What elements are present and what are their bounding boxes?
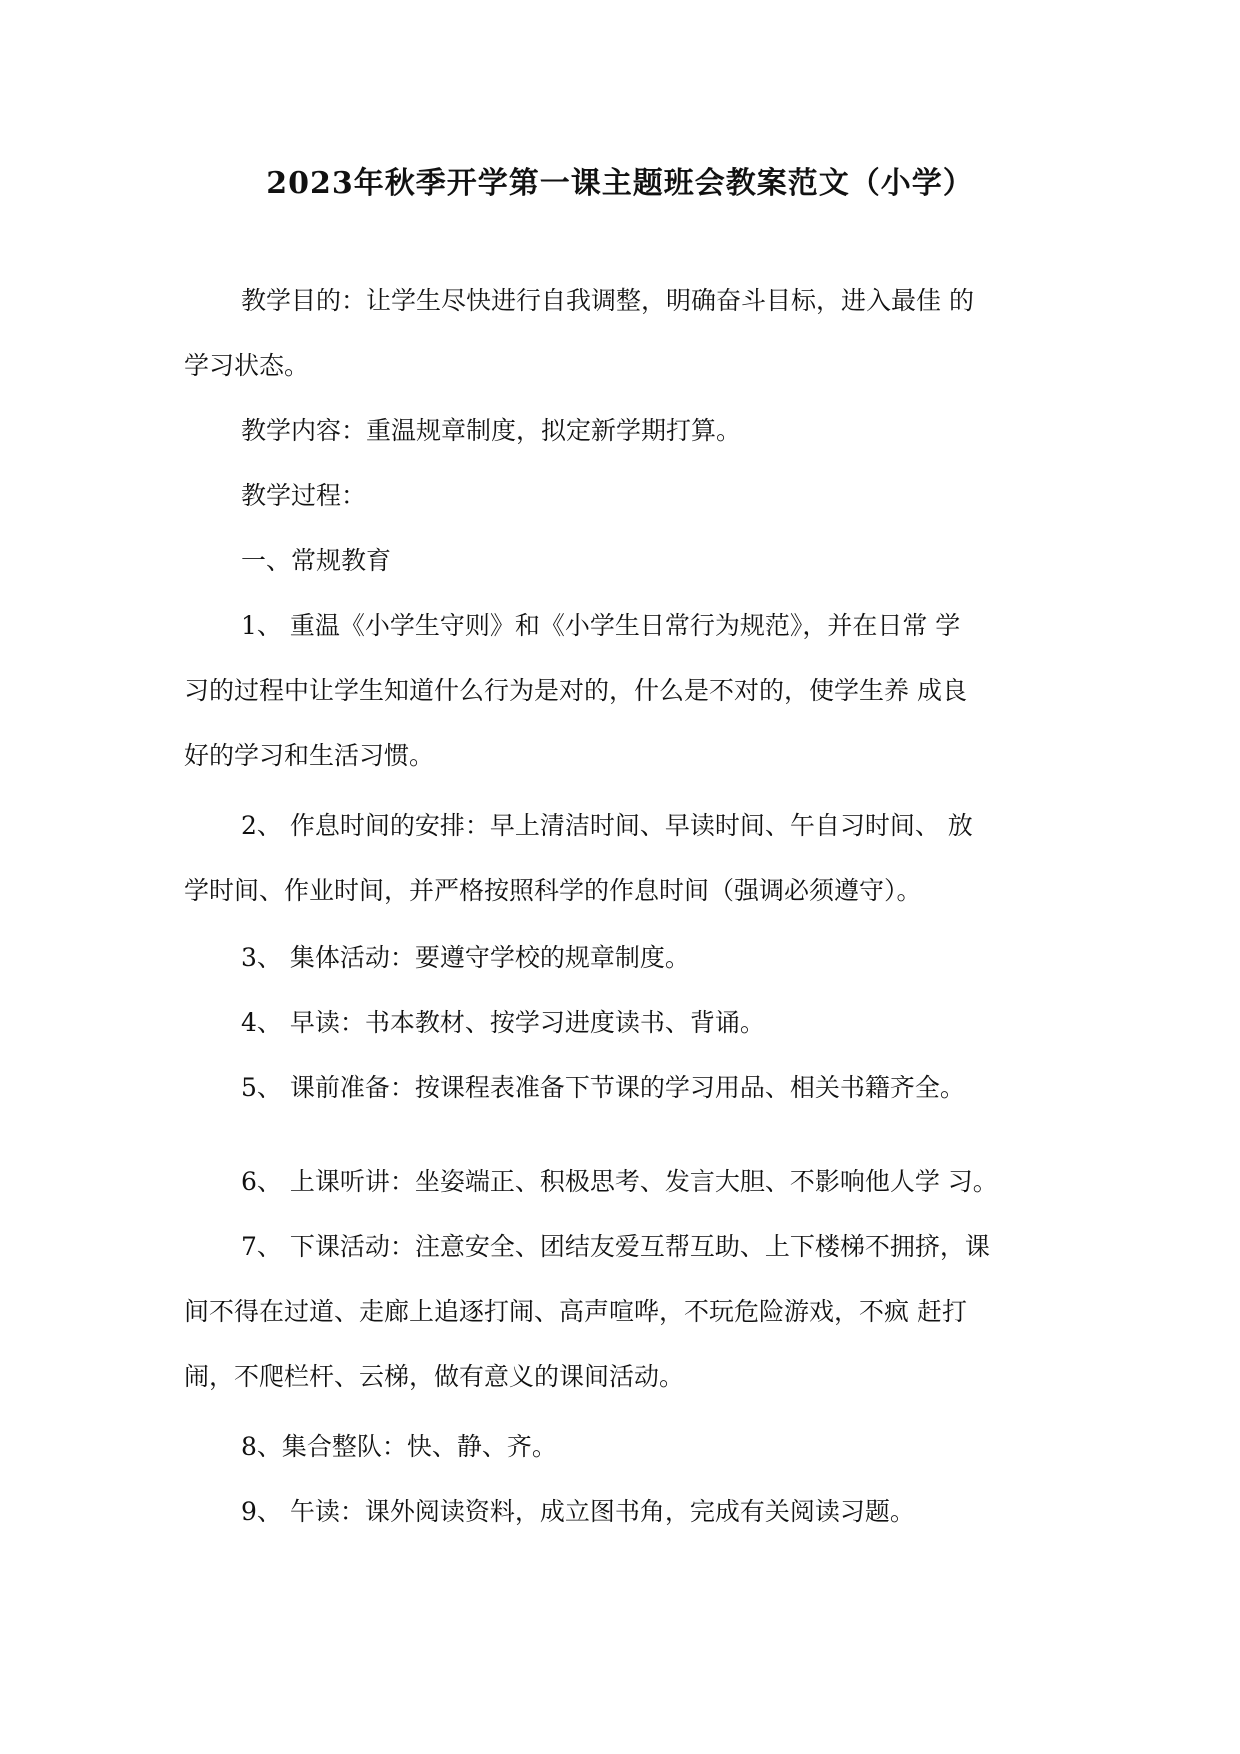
section-heading-routine: 一、常规教育 bbox=[241, 546, 392, 575]
list-item-9: 9、 午读：课外阅读资料，成立图书角，完成有关阅读习题。 bbox=[241, 1497, 915, 1526]
list-item-5: 5、 课前准备：按课程表准备下节课的学习用品、相关书籍齐全。 bbox=[241, 1073, 965, 1102]
paragraph-line-content: 教学内容：重温规章制度，拟定新学期打算。 bbox=[241, 416, 742, 445]
list-item-7-line-3: 闹，不爬栏杆、云梯，做有意义的课间活动。 bbox=[184, 1362, 685, 1391]
list-item-4: 4、 早读：书本教材、按学习进度读书、背诵。 bbox=[241, 1008, 765, 1037]
list-item-6: 6、 上课听讲：坐姿端正、积极思考、发言大胆、不影响他人学 习。 bbox=[241, 1167, 998, 1196]
list-item-7-line-2: 间不得在过道、走廊上追逐打闹、高声喧哗，不玩危险游戏，不疯 赶打 bbox=[184, 1297, 967, 1326]
paragraph-line-process: 教学过程： bbox=[241, 481, 367, 510]
list-item-1-line-3: 好的学习和生活习惯。 bbox=[184, 741, 435, 770]
list-item-3: 3、 集体活动：要遵守学校的规章制度。 bbox=[241, 943, 690, 972]
paragraph-line-purpose-cont: 学习状态。 bbox=[184, 351, 310, 380]
list-item-7-line-1: 7、 下课活动：注意安全、团结友爱互帮互助、上下楼梯不拥挤，课 bbox=[241, 1232, 990, 1261]
list-item-1-line-1: 1、 重温《小学生守则》和《小学生日常行为规范》，并在日常 学 bbox=[241, 611, 961, 640]
document-title: 2023年秋季开学第一课主题班会教案范文（小学） bbox=[266, 166, 974, 201]
list-item-2-line-1: 2、 作息时间的安排：早上清洁时间、早读时间、午自习时间、 放 bbox=[241, 811, 973, 840]
list-item-8: 8、集合整队：快、静、齐。 bbox=[241, 1432, 557, 1461]
list-item-1-line-2: 习的过程中让学生知道什么行为是对的，什么是不对的，使学生养 成良 bbox=[184, 676, 967, 705]
list-item-2-line-2: 学时间、作业时间，并严格按照科学的作息时间（强调必须遵守）。 bbox=[184, 876, 922, 905]
paragraph-line-purpose: 教学目的：让学生尽快进行自我调整，明确奋斗目标，进入最佳 的 bbox=[241, 286, 974, 315]
